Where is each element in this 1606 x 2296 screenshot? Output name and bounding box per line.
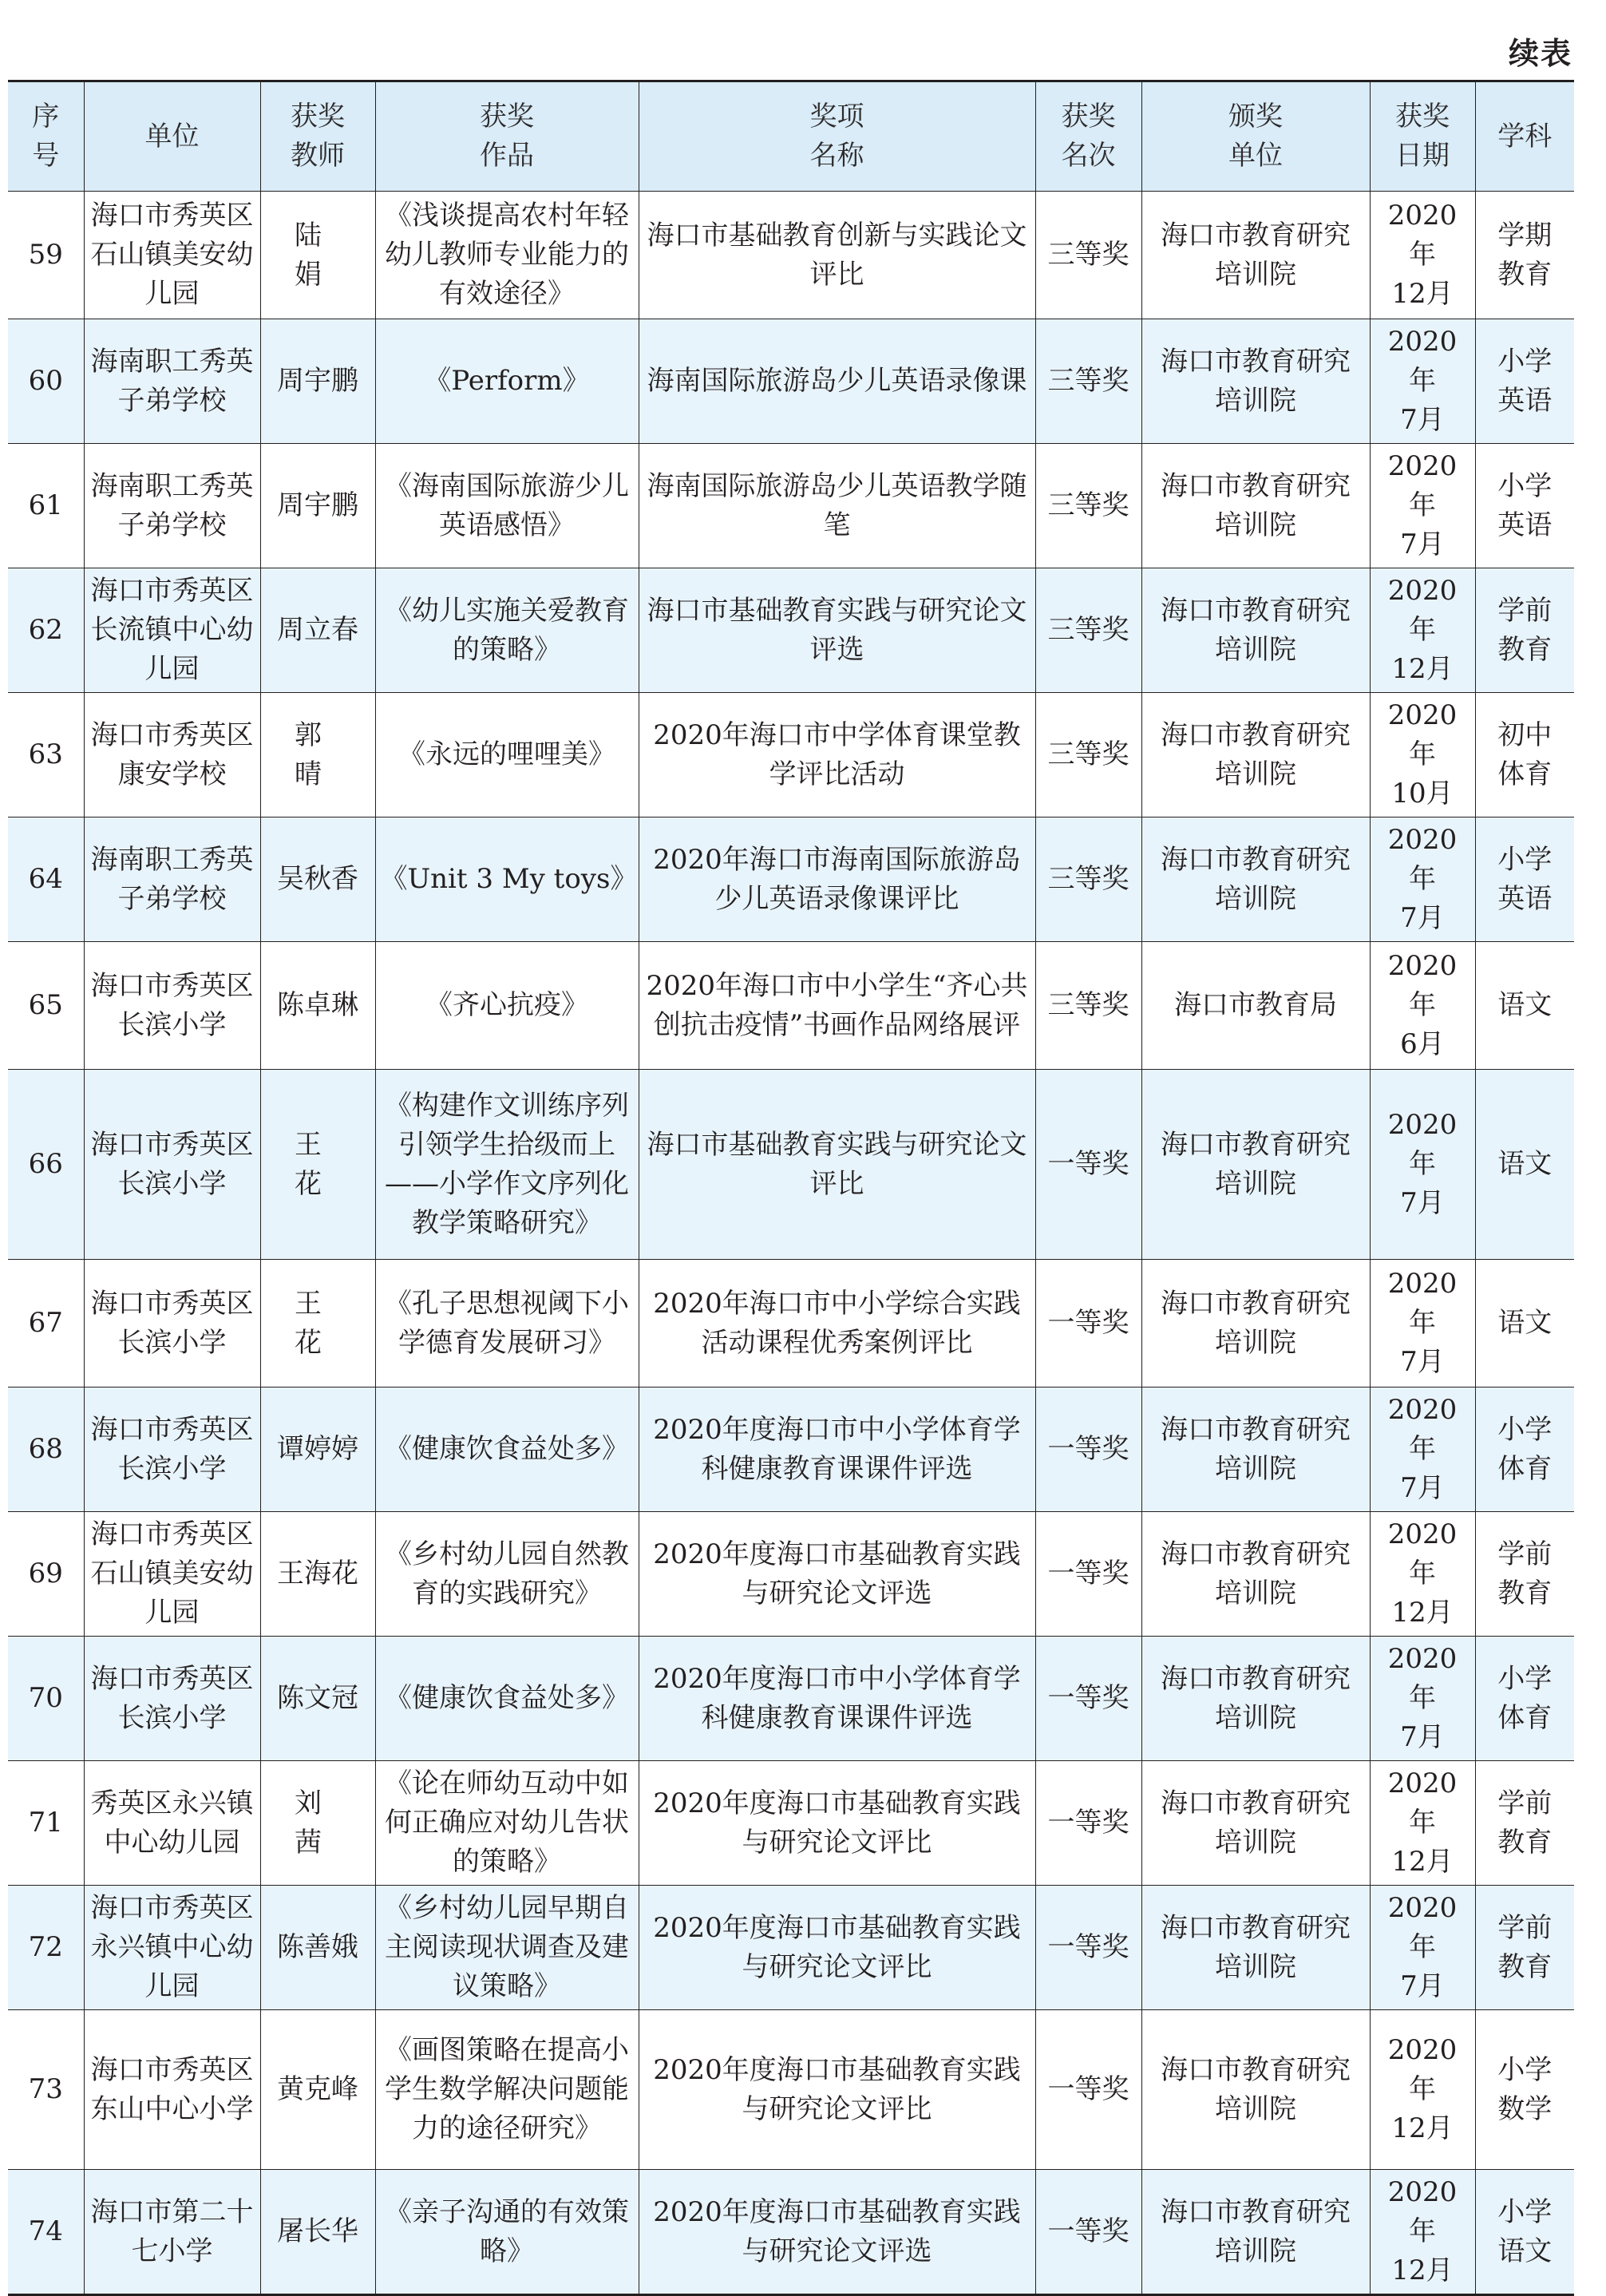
date-cell: 2020年 10月 [1370,693,1475,817]
date-cell: 2020年 12月 [1370,568,1475,693]
teacher-cell: 王 花 [260,1070,375,1260]
unit-cell: 秀英区永兴镇中心幼儿园 [84,1761,260,1886]
table-row [8,1761,1574,1886]
serial-no-cell: 74 [8,2170,84,2295]
table-row [8,192,1574,319]
serial-no-cell: 60 [8,319,84,444]
serial-no-cell: 61 [8,444,84,568]
issuer-cell: 海口市教育研究培训院 [1141,2010,1370,2170]
subject-cell: 小学 体育 [1475,1637,1574,1761]
date-cell: 2020年 7月 [1370,1070,1475,1260]
serial-no-cell: 68 [8,1387,84,1512]
table-row [8,942,1574,1070]
table-row [8,817,1574,942]
rank-cell: 一等奖 [1035,1387,1141,1512]
work-cell: 《亲子沟通的有效策略》 [375,2170,639,2295]
issuer-cell: 海口市教育研究培训院 [1141,192,1370,319]
header-issuer: 颁奖 单位 [1141,81,1370,192]
unit-cell: 海口市秀英区永兴镇中心幼儿园 [84,1886,260,2010]
subject-cell: 小学 语文 [1475,2170,1574,2295]
teacher-cell: 刘 茜 [260,1761,375,1886]
table-row [8,1387,1574,1512]
serial-no-cell: 62 [8,568,84,693]
header-serial-no: 序 号 [8,81,84,192]
teacher-cell: 王海花 [260,1512,375,1637]
award-name-cell: 2020年海口市海南国际旅游岛少儿英语录像课评比 [639,817,1035,942]
teacher-cell: 王 花 [260,1260,375,1387]
issuer-cell: 海口市教育研究培训院 [1141,568,1370,693]
rank-cell: 一等奖 [1035,2010,1141,2170]
teacher-cell: 周立春 [260,568,375,693]
rank-cell: 一等奖 [1035,1637,1141,1761]
table-row [8,1886,1574,2010]
serial-no-cell: 73 [8,2010,84,2170]
issuer-cell: 海口市教育研究培训院 [1141,319,1370,444]
unit-cell: 海口市第二十七小学 [84,2170,260,2295]
work-cell: 《乡村幼儿园早期自主阅读现状调查及建议策略》 [375,1886,639,2010]
serial-no-cell: 59 [8,192,84,319]
work-cell: 《幼儿实施关爱教育的策略》 [375,568,639,693]
work-cell: 《画图策略在提高小学生数学解决问题能力的途径研究》 [375,2010,639,2170]
issuer-cell: 海口市教育研究培训院 [1141,817,1370,942]
rank-cell: 一等奖 [1035,1886,1141,2010]
date-cell: 2020年 7月 [1370,1637,1475,1761]
date-cell: 2020年 12月 [1370,192,1475,319]
award-name-cell: 海口市基础教育实践与研究论文评选 [639,568,1035,693]
subject-cell: 语文 [1475,1260,1574,1387]
rank-cell: 三等奖 [1035,192,1141,319]
work-cell: 《Unit 3 My toys》 [375,817,639,942]
issuer-cell: 海口市教育研究培训院 [1141,2170,1370,2295]
subject-cell: 学前 教育 [1475,1761,1574,1886]
serial-no-cell: 65 [8,942,84,1070]
serial-no-cell: 63 [8,693,84,817]
issuer-cell: 海口市教育研究培训院 [1141,1512,1370,1637]
award-name-cell: 2020年海口市中小学生“齐心共创抗击疫情”书画作品网络展评 [639,942,1035,1070]
teacher-cell: 陆 娟 [260,192,375,319]
teacher-cell: 谭婷婷 [260,1387,375,1512]
date-cell: 2020年 7月 [1370,1387,1475,1512]
award-name-cell: 海口市基础教育创新与实践论文评比 [639,192,1035,319]
teacher-cell: 吴秋香 [260,817,375,942]
table-row [8,1070,1574,1260]
serial-no-cell: 64 [8,817,84,942]
subject-cell: 语文 [1475,942,1574,1070]
award-name-cell: 2020年度海口市基础教育实践与研究论文评选 [639,1512,1035,1637]
work-cell: 《浅谈提高农村年轻幼儿教师专业能力的有效途径》 [375,192,639,319]
teacher-cell: 郭 晴 [260,693,375,817]
unit-cell: 海南职工秀英子弟学校 [84,444,260,568]
unit-cell: 海口市秀英区东山中心小学 [84,2010,260,2170]
table-row [8,2010,1574,2170]
unit-cell: 海口市秀英区长滨小学 [84,1260,260,1387]
header-teacher: 获奖 教师 [260,81,375,192]
rank-cell: 一等奖 [1035,1070,1141,1260]
work-cell: 《孔子思想视阈下小学德育发展研习》 [375,1260,639,1387]
serial-no-cell: 71 [8,1761,84,1886]
subject-cell: 学前 教育 [1475,568,1574,693]
date-cell: 2020年 7月 [1370,1886,1475,2010]
unit-cell: 海口市秀英区石山镇美安幼儿园 [84,1512,260,1637]
table-row [8,2170,1574,2295]
award-name-cell: 2020年海口市中学体育课堂教学评比活动 [639,693,1035,817]
work-cell: 《乡村幼儿园自然教育的实践研究》 [375,1512,639,1637]
serial-no-cell: 69 [8,1512,84,1637]
rank-cell: 三等奖 [1035,568,1141,693]
header-date: 获奖 日期 [1370,81,1475,192]
unit-cell: 海口市秀英区长滨小学 [84,1637,260,1761]
header-work: 获奖 作品 [375,81,639,192]
issuer-cell: 海口市教育研究培训院 [1141,1886,1370,2010]
table-row [8,1637,1574,1761]
table-body [8,192,1574,2295]
award-name-cell: 2020年度海口市基础教育实践与研究论文评比 [639,2010,1035,2170]
teacher-cell: 陈文冠 [260,1637,375,1761]
issuer-cell: 海口市教育研究培训院 [1141,693,1370,817]
date-cell: 2020年 7月 [1370,319,1475,444]
rank-cell: 三等奖 [1035,817,1141,942]
work-cell: 《构建作文训练序列引领学生拾级而上——小学作文序列化教学策略研究》 [375,1070,639,1260]
unit-cell: 海口市秀英区石山镇美安幼儿园 [84,192,260,319]
awards-table [8,80,1574,2296]
subject-cell: 学前 教育 [1475,1886,1574,2010]
award-name-cell: 2020年度海口市基础教育实践与研究论文评比 [639,1886,1035,2010]
table-row [8,1512,1574,1637]
subject-cell: 小学 英语 [1475,444,1574,568]
unit-cell: 海南职工秀英子弟学校 [84,319,260,444]
unit-cell: 海南职工秀英子弟学校 [84,817,260,942]
header-award-name: 奖项 名称 [639,81,1035,192]
unit-cell: 海口市秀英区康安学校 [84,693,260,817]
issuer-cell: 海口市教育研究培训院 [1141,444,1370,568]
work-cell: 《海南国际旅游少儿英语感悟》 [375,444,639,568]
award-name-cell: 2020年海口市中小学综合实践活动课程优秀案例评比 [639,1260,1035,1387]
rank-cell: 一等奖 [1035,1260,1141,1387]
work-cell: 《Perform》 [375,319,639,444]
rank-cell: 三等奖 [1035,693,1141,817]
date-cell: 2020年 12月 [1370,2010,1475,2170]
subject-cell: 学前 教育 [1475,1512,1574,1637]
serial-no-cell: 66 [8,1070,84,1260]
serial-no-cell: 67 [8,1260,84,1387]
award-name-cell: 2020年度海口市中小学体育学科健康教育课课件评选 [639,1387,1035,1512]
rank-cell: 一等奖 [1035,1512,1141,1637]
date-cell: 2020年 12月 [1370,1512,1475,1637]
issuer-cell: 海口市教育局 [1141,942,1370,1070]
unit-cell: 海口市秀英区长流镇中心幼儿园 [84,568,260,693]
serial-no-cell: 70 [8,1637,84,1761]
subject-cell: 小学 英语 [1475,817,1574,942]
subject-cell: 小学 数学 [1475,2010,1574,2170]
teacher-cell: 周宇鹏 [260,444,375,568]
issuer-cell: 海口市教育研究培训院 [1141,1070,1370,1260]
issuer-cell: 海口市教育研究培训院 [1141,1761,1370,1886]
award-name-cell: 2020年度海口市中小学体育学科健康教育课课件评选 [639,1637,1035,1761]
rank-cell: 三等奖 [1035,444,1141,568]
subject-cell: 学期 教育 [1475,192,1574,319]
award-name-cell: 海南国际旅游岛少儿英语录像课 [639,319,1035,444]
subject-cell: 语文 [1475,1070,1574,1260]
date-cell: 2020年 7月 [1370,444,1475,568]
award-name-cell: 2020年度海口市基础教育实践与研究论文评比 [639,1761,1035,1886]
rank-cell: 一等奖 [1035,2170,1141,2295]
subject-cell: 小学 英语 [1475,319,1574,444]
issuer-cell: 海口市教育研究培训院 [1141,1637,1370,1761]
teacher-cell: 陈善娥 [260,1886,375,2010]
teacher-cell: 周宇鹏 [260,319,375,444]
continued-table-label: 续表 [1508,36,1572,71]
table-row [8,1260,1574,1387]
subject-cell: 初中 体育 [1475,693,1574,817]
table-row [8,568,1574,693]
unit-cell: 海口市秀英区长滨小学 [84,1387,260,1512]
award-name-cell: 海口市基础教育实践与研究论文评比 [639,1070,1035,1260]
work-cell: 《健康饮食益处多》 [375,1387,639,1512]
date-cell: 2020年 7月 [1370,817,1475,942]
date-cell: 2020年 12月 [1370,1761,1475,1886]
teacher-cell: 屠长华 [260,2170,375,2295]
date-cell: 2020年 7月 [1370,1260,1475,1387]
award-name-cell: 2020年度海口市基础教育实践与研究论文评选 [639,2170,1035,2295]
teacher-cell: 陈卓琳 [260,942,375,1070]
table-row [8,319,1574,444]
header-subject: 学科 [1475,81,1574,192]
issuer-cell: 海口市教育研究培训院 [1141,1260,1370,1387]
subject-cell: 小学 体育 [1475,1387,1574,1512]
issuer-cell: 海口市教育研究培训院 [1141,1387,1370,1512]
unit-cell: 海口市秀英区长滨小学 [84,942,260,1070]
unit-cell: 海口市秀英区长滨小学 [84,1070,260,1260]
serial-no-cell: 72 [8,1886,84,2010]
table-row [8,693,1574,817]
teacher-cell: 黄克峰 [260,2010,375,2170]
header-rank: 获奖 名次 [1035,81,1141,192]
work-cell: 《健康饮食益处多》 [375,1637,639,1761]
rank-cell: 一等奖 [1035,1761,1141,1886]
rank-cell: 三等奖 [1035,319,1141,444]
header-unit: 单位 [84,81,260,192]
date-cell: 2020年 6月 [1370,942,1475,1070]
date-cell: 2020年 12月 [1370,2170,1475,2295]
work-cell: 《齐心抗疫》 [375,942,639,1070]
table-header-row [8,81,1574,192]
work-cell: 《论在师幼互动中如何正确应对幼儿告状的策略》 [375,1761,639,1886]
work-cell: 《永远的哩哩美》 [375,693,639,817]
rank-cell: 三等奖 [1035,942,1141,1070]
table-row [8,444,1574,568]
award-name-cell: 海南国际旅游岛少儿英语教学随笔 [639,444,1035,568]
